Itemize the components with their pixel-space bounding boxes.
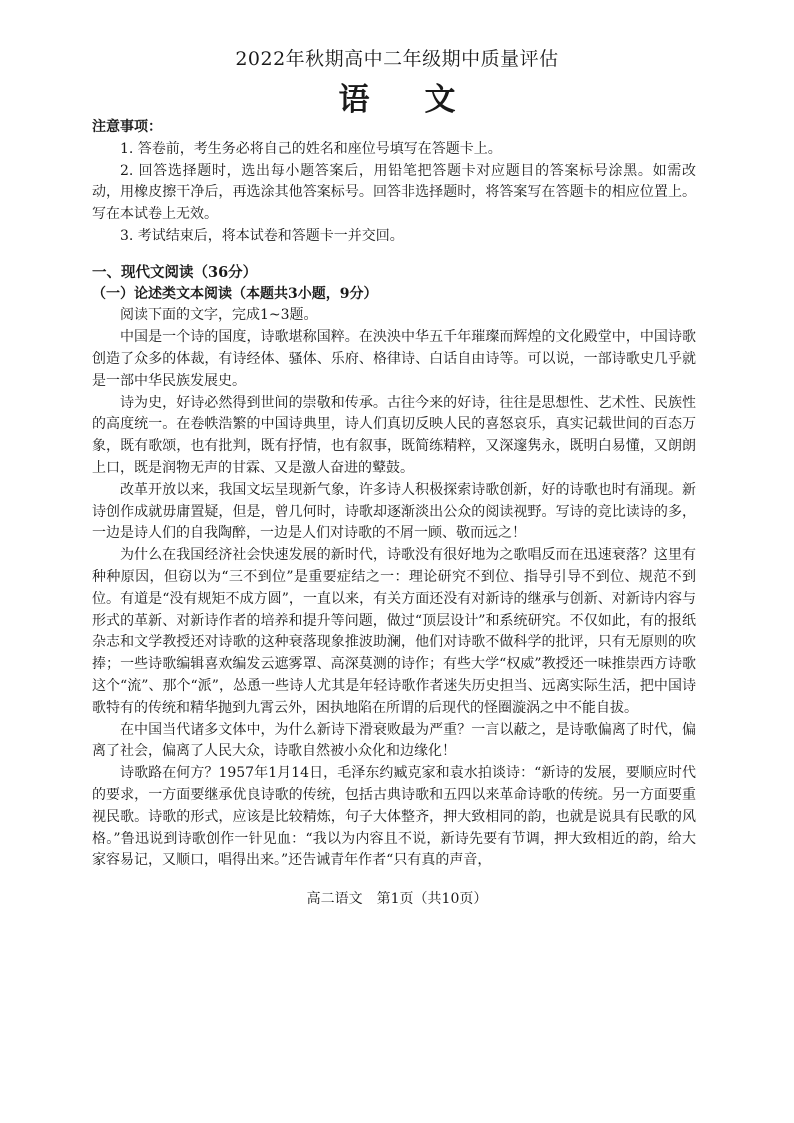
section-heading: 一、现代文阅读（36分） xyxy=(92,263,258,281)
passage-paragraph: 改革开放以来，我国文坛呈现新气象，许多诗人积极探索诗歌创新，好的诗歌也时有涌现。新诗创作成就毋庸置疑，但是，曾几何时，诗歌却逐渐淡出公众的阅读视野。写诗的竞比读诗的多，一边是诗人们的自我陶醉，一边是人们对诗歌的不屑一顾、敬而远之！ xyxy=(92,481,696,542)
note-item: 3. 考试结束后，将本试卷和答题卡一并交回。 xyxy=(120,227,404,244)
passage-paragraph: 诗为史，好诗必然得到世间的崇敬和传承。古往今来的好诗，往往是思想性、艺术性、民族性的高度统一。在卷帙浩繁的中国诗典里，诗人们真切反映人民的喜怒哀乐，真实记载世间的百态万象，既有歌颂，也有批判，既有抒情，也有叙事，既简练精粹，又深邃隽永，既明白易懂，又朗朗上口，既是润物无声的甘霖、又是激人奋进的鼙鼓。 xyxy=(92,394,696,476)
note-item: 1. 答卷前，考生务必将自己的姓名和座位号填写在答题卡上。 xyxy=(120,140,502,157)
passage-paragraph: 诗歌路在何方？1957年1月14日，毛泽东约臧克家和袁水拍谈诗：“新诗的发展，要顺应时代的要求，一方面要继承优良诗歌的传统，包括古典诗歌和五四以来革命诗歌的传统。另一方面要重视民歌。诗歌的形式，应该是比较精炼，句子大体整齐，押大致相同的韵，也就是说具有民歌的风格。”鲁迅说到诗歌创作一针见血：“我以为内容且不说，新诗先要有节调，押大致相近的韵，给大家容易记，又顺口，唱得出来。”还告诫青年作者“只有真的声音， xyxy=(92,765,696,869)
passage-paragraph: 为什么在我国经济社会快速发展的新时代，诗歌没有很好地为之歌唱反而在迅速衰落？这里有种种原因，但窃以为“三不到位”是重要症结之一：理论研究不到位、指导引导不到位、规范不到位。有道是“没有规矩不成方圆”，一直以来，有关方面还没有对新诗的继承与创新、对新诗内容与形式的革新、对新诗作者的培养和提升等问题，做过“顶层设计”和系统研究。不仅如此，有的报纸杂志和文学教授还对诗歌的这种衰落现象推波助澜，他们对诗歌不做科学的批评，只有无原则的吹捧；一些诗歌编辑喜欢编发云遮雾罩、高深莫测的诗作；有些大学“权威”教授还一味推崇西方诗歌这个“流”、那个“派”，怂恿一些诗人尤其是年轻诗歌作者迷失历史担当、远离实际生活，把中国诗歌特有的传统和精华抛到九霄云外，困执地陷在所谓的后现代的怪圈漩涡之中不能自拔。 xyxy=(92,547,696,716)
note-item: 2. 回答选择题时，选出每小题答案后，用铅笔把答题卡对应题目的答案标号涂黑。如需改动，用橡皮擦干净后，再选涂其他答案标号。回答非选择题时，将答案写在答题卡的相应位置上。写在本试卷上无效。 xyxy=(92,162,696,223)
passage-paragraph: 中国是一个诗的国度，诗歌堪称国粹。在泱泱中华五千年璀璨而辉煌的文化殿堂中，中国诗歌创造了众多的体裁，有诗经体、骚体、乐府、格律诗、白话自由诗等。可以说，一部诗歌史几乎就是一部中华民族发展史。 xyxy=(92,329,696,389)
notes-title: 注意事项： xyxy=(92,119,162,135)
passage-paragraph: 在中国当代诸多文体中，为什么新诗下滑衰败最为严重？一言以蔽之，是诗歌偏离了时代，偏离了社会，偏离了人民大众，诗歌自然被小众化和边缘化！ xyxy=(92,721,696,760)
subject-title: 语文 xyxy=(338,82,511,118)
exam-title: 2022年秋期高中二年级期中质量评估 xyxy=(235,48,559,70)
reading-instruction: 阅读下面的文字，完成1~3题。 xyxy=(120,307,318,324)
page-footer: 高二语文 第1页（共10页） xyxy=(306,891,488,907)
subsection-heading: （一）论述类文本阅读（本题共3小题，9分） xyxy=(92,285,378,302)
exam-content xyxy=(92,117,696,872)
